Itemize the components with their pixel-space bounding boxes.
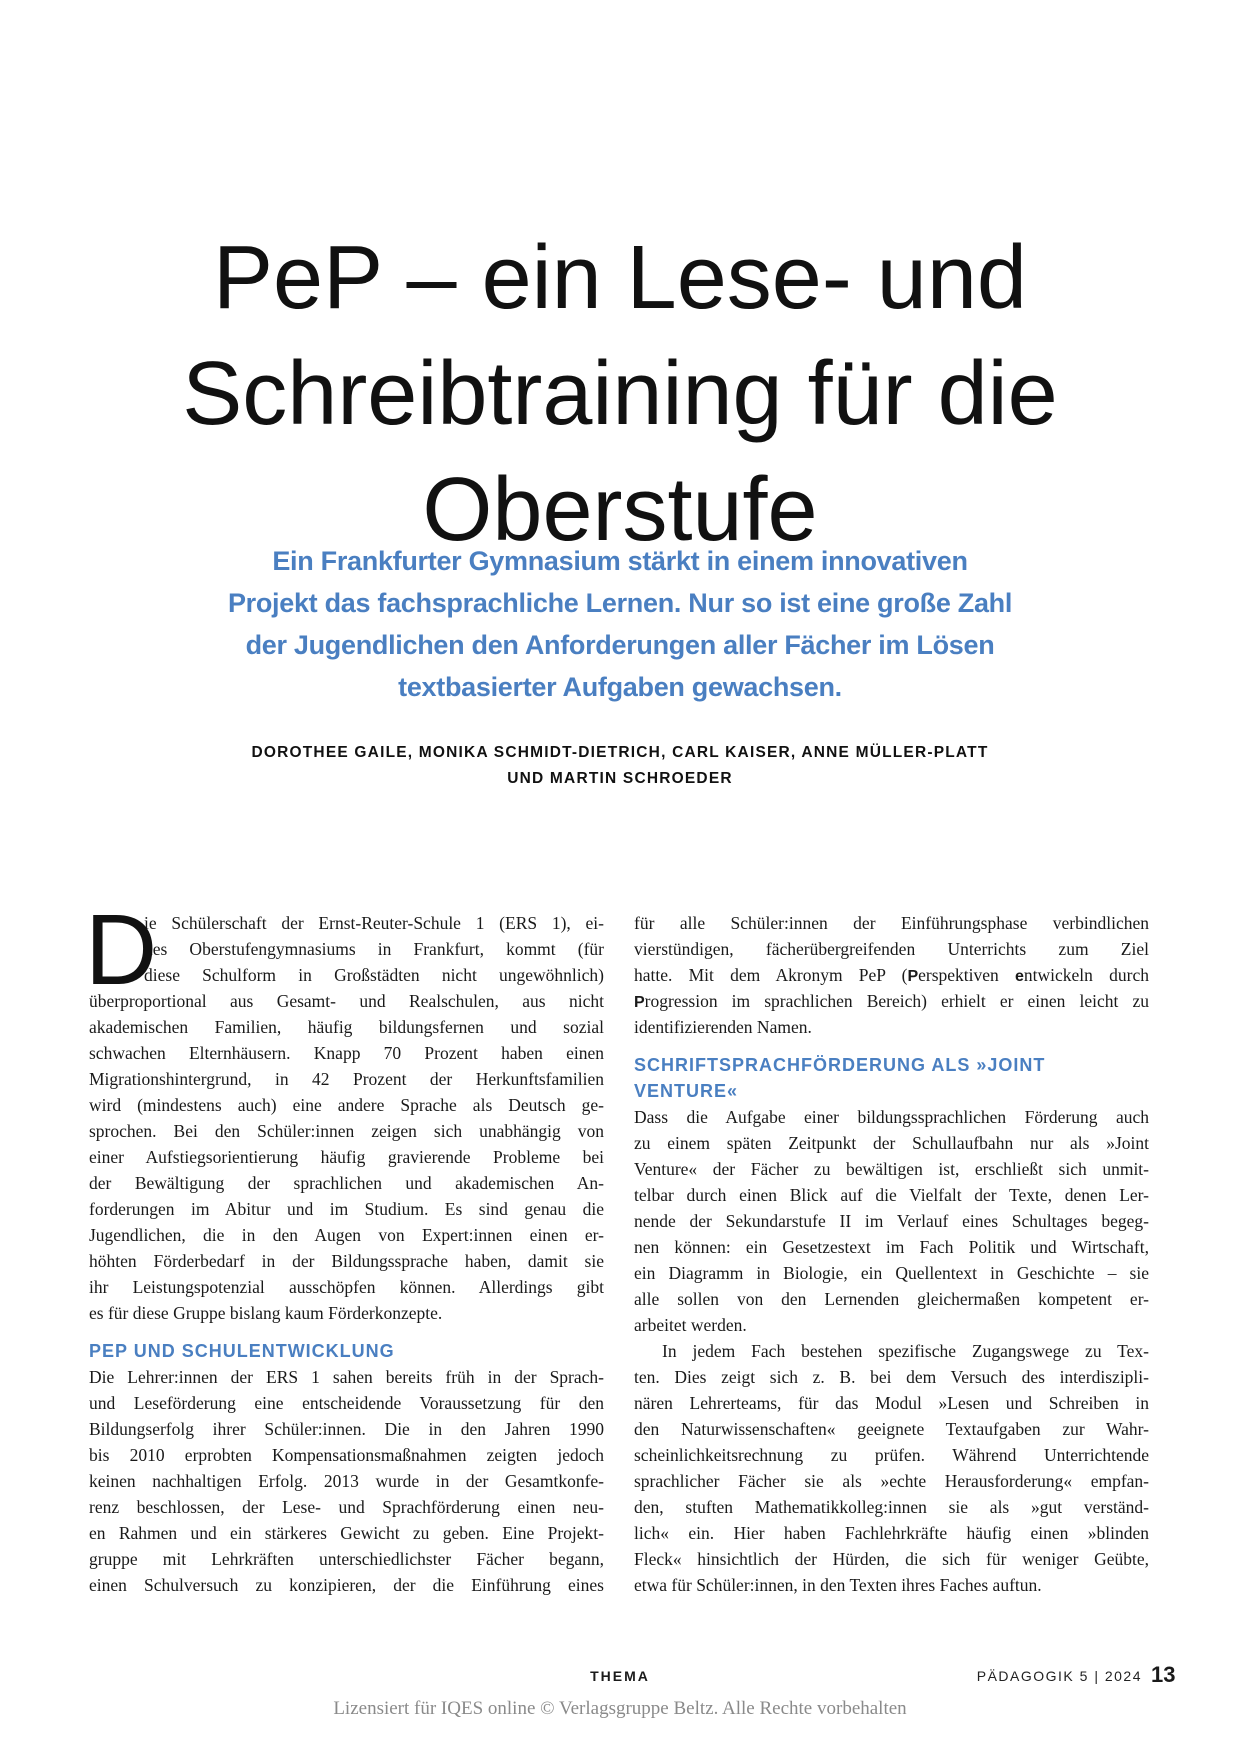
section-heading xyxy=(89,1338,604,1364)
text-line xyxy=(89,1066,604,1092)
text-segment: den, stuften Mathematikkolleg:innen sie als »gut verständ- xyxy=(634,1497,1149,1517)
text-segment: einer Aufstiegsorientierung häufig gravierende Probleme bei xyxy=(89,1147,604,1167)
text-line xyxy=(634,1182,1149,1208)
intro-paragraph xyxy=(89,910,604,1326)
text-line xyxy=(89,1572,604,1598)
license-notice: Lizensiert für IQES online © Verlagsgruppe Beltz. Alle Rechte vorbehalten xyxy=(333,1698,907,1719)
text-segment: arbeitet werden. xyxy=(634,1315,747,1335)
text-segment: Die Lehrer:innen der ERS 1 sahen bereits früh in der Sprach- xyxy=(89,1367,604,1387)
lead-line: Ein Frankfurter Gymnasium stärkt in einem innovativen xyxy=(272,546,968,576)
text-segment: gruppe mit Lehrkräften unterschiedlichster Fächer begann, xyxy=(89,1549,604,1569)
lead-line: Projekt das fachsprachliche Lernen. Nur so ist eine große Zahl xyxy=(227,588,1013,618)
text-line xyxy=(89,1222,604,1248)
text-line xyxy=(89,988,604,1014)
text-segment: wird (mindestens auch) eine andere Sprache als Deutsch ge- xyxy=(89,1095,604,1115)
text-line xyxy=(634,1286,1149,1312)
text-segment: en Rahmen und ein stärkeres Gewicht zu geben. Eine Projekt- xyxy=(89,1523,604,1543)
text-line xyxy=(634,1130,1149,1156)
text-segment: keinen nachhaltigen Erfolg. 2013 wurde in der Gesamtkonfe- xyxy=(89,1471,604,1491)
text-line xyxy=(89,1300,604,1326)
heading-line: PEP UND SCHULENTWICKLUNG xyxy=(89,1341,395,1361)
page-number: 13 xyxy=(1151,1662,1176,1687)
text-segment: Bildungserfolg ihrer Schüler:innen. Die in den Jahren 1990 xyxy=(89,1419,604,1439)
text-line xyxy=(634,1312,1149,1338)
acronym-letter: e xyxy=(1015,968,1024,985)
left-column xyxy=(85,894,604,1598)
drop-cap: D xyxy=(85,894,158,1006)
text-line xyxy=(634,1546,1149,1572)
text-segment: rogression im sprachlichen Bereich) erhielt er einen leicht zu xyxy=(644,991,1149,1011)
article-title xyxy=(0,220,1240,568)
footer-magazine-issue: PÄDAGOGIK 5 | 2024 xyxy=(976,1668,1142,1684)
body-paragraph xyxy=(634,1104,1149,1338)
text-segment: renz beschlossen, der Lese- und Sprachförderung einen neu- xyxy=(89,1497,604,1517)
body-paragraph xyxy=(89,1364,604,1598)
text-segment: sprochen. Bei den Schüler:innen zeigen sich unabhängig von xyxy=(89,1121,604,1141)
text-segment: ten. Dies zeigt sich z. B. bei dem Versuch des interdiszipli- xyxy=(634,1367,1149,1387)
text-line xyxy=(634,1494,1149,1520)
text-line xyxy=(89,1416,604,1442)
text-segment: ntwickeln durch xyxy=(1023,965,1149,985)
text-line xyxy=(634,962,1149,988)
text-segment: akademischen Familien, häufig bildungsfernen und sozial xyxy=(89,1017,604,1037)
title-line: Schreibtraining für die xyxy=(182,344,1058,445)
text-line xyxy=(634,1338,1149,1364)
text-line xyxy=(89,1442,604,1468)
text-line xyxy=(634,1104,1149,1130)
text-segment: Venture« der Fächer zu bewältigen ist, erschließt sich unmit- xyxy=(634,1159,1149,1179)
text-segment: identifizierenden Namen. xyxy=(634,1017,812,1037)
text-line xyxy=(89,1468,604,1494)
text-line xyxy=(634,1390,1149,1416)
text-segment: nende der Sekundarstufe II im Verlauf eines Schultages begeg- xyxy=(634,1211,1149,1231)
text-segment: nes Oberstufengymnasiums in Frankfurt, kommt (für xyxy=(144,939,604,959)
text-segment: sprachlicher Fächer sie als »echte Herausforderung« empfan- xyxy=(634,1471,1149,1491)
text-segment: den Naturwissenschaften« geeignete Textaufgaben zur Wahr- xyxy=(634,1419,1149,1439)
text-line xyxy=(89,1274,604,1300)
body-paragraph xyxy=(634,910,1149,1040)
text-segment: alle sollen von den Lernenden gleichermaßen kompetent er- xyxy=(634,1289,1149,1309)
text-line xyxy=(634,1416,1149,1442)
text-line xyxy=(89,910,604,936)
author-line: UND MARTIN SCHROEDER xyxy=(507,770,733,787)
text-line xyxy=(89,1144,604,1170)
author-list xyxy=(0,740,1240,792)
text-segment: ie Schülerschaft der Ernst-Reuter-Schule 1 (ERS 1), ei- xyxy=(144,913,604,933)
text-segment: nären Lehrerteams, für das Modul »Lesen und Schreiben in xyxy=(634,1393,1149,1413)
text-line xyxy=(634,1520,1149,1546)
text-segment: ihr Leistungspotenzial ausschöpfen können. Allerdings gibt xyxy=(89,1277,604,1297)
text-line xyxy=(89,1390,604,1416)
acronym-letter: P xyxy=(634,994,645,1011)
text-segment: diese Schulform in Großstädten nicht ungewöhnlich) xyxy=(144,965,604,985)
text-segment: telbar durch einen Blick auf die Vielfalt der Texte, denen Ler- xyxy=(634,1185,1149,1205)
text-line xyxy=(634,1014,1149,1040)
text-segment: überproportional aus Gesamt- und Realschulen, aus nicht xyxy=(89,991,604,1011)
acronym-letter: P xyxy=(907,968,919,985)
text-line xyxy=(634,1572,1149,1598)
text-segment: forderungen im Abitur und im Studium. Es sind genau die xyxy=(89,1199,604,1219)
text-line xyxy=(89,1170,604,1196)
heading-line: SCHRIFTSPRACHFÖRDERUNG ALS »JOINT xyxy=(634,1055,1046,1075)
text-segment: nen können: ein Gesetzestext im Fach Politik und Wirtschaft, xyxy=(634,1237,1149,1257)
text-segment: Dass die Aufgabe einer bildungssprachlichen Förderung auch xyxy=(634,1107,1149,1127)
text-segment: für alle Schüler:innen der Einführungsphase verbindlichen xyxy=(634,913,1149,933)
text-line xyxy=(634,936,1149,962)
text-segment: Jugendlichen, die in den Augen von Expert:innen einen er- xyxy=(89,1225,604,1245)
text-segment: einen Schulversuch zu konzipieren, der die Einführung eines xyxy=(89,1575,604,1595)
heading-line: VENTURE« xyxy=(634,1081,739,1101)
title-line: PeP – ein Lese- und xyxy=(213,228,1027,329)
lead-line: textbasierter Aufgaben gewachsen. xyxy=(398,672,842,702)
text-line xyxy=(89,1364,604,1390)
text-line xyxy=(634,988,1149,1014)
author-line: DOROTHEE GAILE, MONIKA SCHMIDT-DIETRICH, CARL KAISER, ANNE MÜLLER-PLATT xyxy=(251,744,989,761)
article-lead xyxy=(0,540,1240,708)
footer-section-label: THEMA xyxy=(590,1668,650,1684)
text-segment: höhten Förderbedarf in der Bildungssprache haben, damit sie xyxy=(89,1251,604,1271)
text-segment: scheinlichkeitsrechnung zu prüfen. Während Unterrichtende xyxy=(634,1445,1149,1465)
text-line xyxy=(89,1196,604,1222)
text-line xyxy=(89,936,604,962)
text-segment: Fleck« hinsichtlich der Hürden, die sich für weniger Geübte, xyxy=(634,1549,1149,1569)
text-line xyxy=(89,1248,604,1274)
text-line xyxy=(634,910,1149,936)
right-column xyxy=(634,910,1149,1598)
text-line xyxy=(89,1546,604,1572)
text-line xyxy=(89,1040,604,1066)
text-segment: es für diese Gruppe bislang kaum Förderkonzepte. xyxy=(89,1303,443,1323)
text-line xyxy=(634,1234,1149,1260)
text-segment: der Bewältigung der sprachlichen und akademischen An- xyxy=(89,1173,604,1193)
text-line xyxy=(89,1494,604,1520)
text-line xyxy=(634,1260,1149,1286)
text-line xyxy=(89,1520,604,1546)
body-paragraph xyxy=(634,1338,1149,1598)
text-segment: Migrationshintergrund, in 42 Prozent der Herkunftsfamilien xyxy=(89,1069,604,1089)
text-line xyxy=(634,1364,1149,1390)
text-segment: bis 2010 erprobten Kompensationsmaßnahmen zeigten jedoch xyxy=(89,1445,604,1465)
text-line xyxy=(634,1208,1149,1234)
text-segment: erspektiven xyxy=(918,965,1015,985)
section-heading xyxy=(634,1052,1149,1104)
title-line: Oberstufe xyxy=(422,460,818,561)
text-line xyxy=(89,1014,604,1040)
text-segment: ein Diagramm in Biologie, ein Quellentext in Geschichte – sie xyxy=(634,1263,1149,1283)
lead-line: der Jugendlichen den Anforderungen aller Fächer im Lösen xyxy=(245,630,995,660)
text-segment: lich« ein. Hier haben Fachlehrkräfte häufig einen »blinden xyxy=(634,1523,1149,1543)
text-segment: schwachen Elternhäusern. Knapp 70 Prozent haben einen xyxy=(89,1043,604,1063)
text-line xyxy=(634,1156,1149,1182)
text-segment: In jedem Fach bestehen spezifische Zugangswege zu Tex- xyxy=(662,1341,1149,1361)
text-segment: etwa für Schüler:innen, in den Texten ihres Faches auftun. xyxy=(634,1575,1042,1595)
text-line xyxy=(634,1442,1149,1468)
text-line xyxy=(89,1092,604,1118)
text-segment: und Leseförderung eine entscheidende Voraussetzung für den xyxy=(89,1393,604,1413)
text-segment: hatte. Mit dem Akronym PeP ( xyxy=(634,965,908,985)
text-segment: zu einem späten Zeitpunkt der Schullaufbahn nur als »Joint xyxy=(634,1133,1149,1153)
text-line xyxy=(89,962,604,988)
text-line xyxy=(89,1118,604,1144)
text-segment: vierstündigen, fächerübergreifenden Unterrichts zum Ziel xyxy=(634,939,1149,959)
text-line xyxy=(634,1468,1149,1494)
